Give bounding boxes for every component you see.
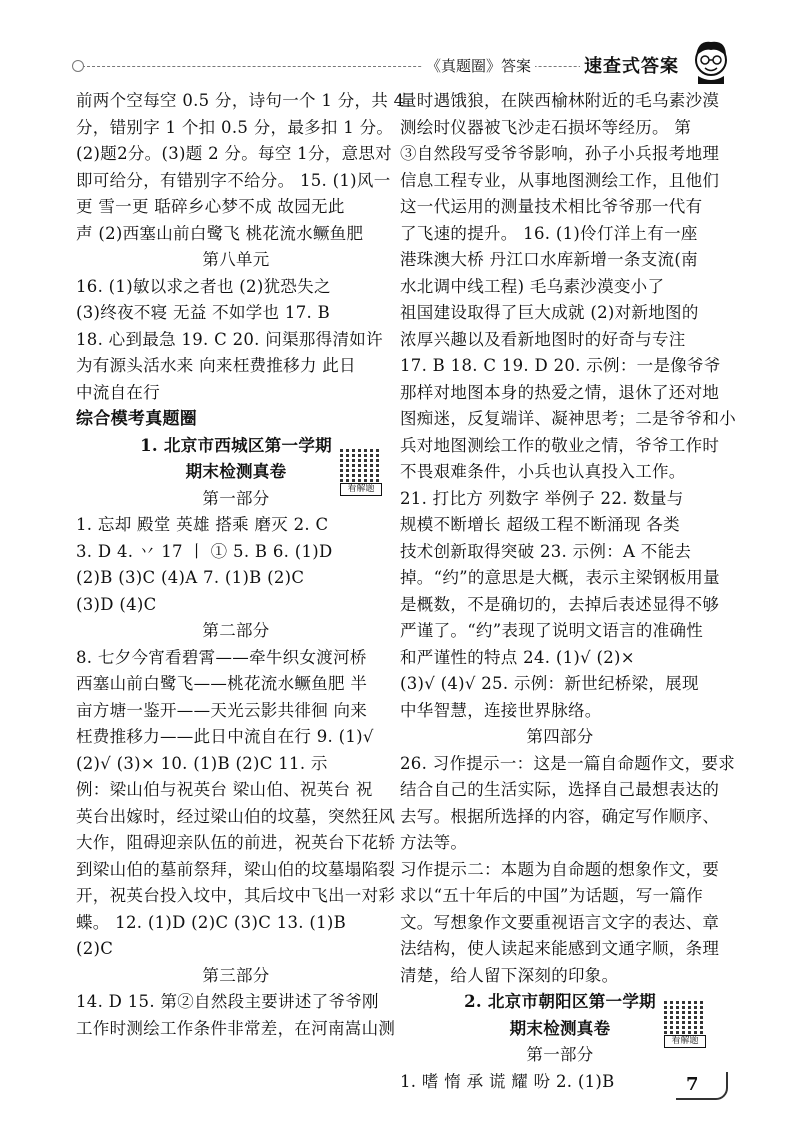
right-line: 了飞速的提升。 16. (1)伶仃洋上有一座: [400, 223, 698, 243]
page-header: [72, 50, 732, 84]
right-line: 是概数，不是确切的，去掉后表述显得不够: [400, 594, 720, 614]
left-line: 工作时测绘工作条件非常差，在河南嵩山测: [76, 1018, 396, 1038]
right-line: 不畏艰难条件，小兵也认真投入工作。: [400, 462, 686, 481]
exam-title: 2. 北京市朝阳区第一学期: [464, 992, 656, 1011]
left-line: (3)D (4)C: [76, 594, 157, 614]
left-line: 开，祝英台投入坟中，其后坟中飞出一对彩: [76, 886, 396, 905]
qr-label: 看解题: [664, 1035, 706, 1048]
exam-subtitle: 期末检测真卷: [509, 1018, 611, 1038]
right-line: 掉。“约”的意思是大概，表示主梁钢板用量: [400, 568, 720, 587]
right-line: 兵对地图测绘工作的敬业之情，爷爷工作时: [400, 435, 720, 455]
part-heading: 第一部分: [526, 1045, 594, 1064]
left-line: 西塞山前白鹭飞——桃花流水鳜鱼肥 半: [76, 674, 368, 693]
left-line: (2)题2分。(3)题 2 分。每空 1分，意思对: [76, 144, 392, 163]
left-line: 14. D 15. 第②自然段主要讲述了爷爷刚: [76, 992, 379, 1011]
left-line: 蝶。 12. (1)D (2)C (3)C 13. (1)B: [76, 912, 347, 932]
right-line: 法结构，使人读起来能感到文通字顺，条理: [400, 939, 720, 958]
left-line: 更 雪一更 聒碎乡心梦不成 故园无此: [76, 197, 345, 216]
right-line: 浓厚兴趣以及看新地图时的好奇与专注: [400, 329, 686, 349]
right-line: 中华智慧，连接世界脉络。: [400, 700, 602, 720]
left-line: 中流自在行: [76, 382, 160, 402]
left-line: 即可给分，有错别字不给分。 15. (1)风一: [76, 170, 391, 190]
left-line: 8. 七夕今宵看碧霄——牵牛织女渡河桥: [76, 647, 367, 667]
left-line: 1. 忘却 殿堂 英雄 搭乘 磨灭 2. C: [76, 515, 329, 534]
section-heading: 综合模考真题圈: [76, 409, 198, 429]
right-line: 技术创新取得突破 23. 示例：A 不能去: [400, 541, 692, 561]
left-line: (2)C: [76, 939, 114, 958]
left-column: [76, 88, 405, 1042]
mascot-icon: [688, 36, 734, 84]
left-line: 声 (2)西塞山前白鹭飞 桃花流水鳜鱼肥: [76, 223, 364, 243]
right-line: 清楚，给人留下深刻的印象。: [400, 965, 619, 985]
exam-subtitle: 期末检测真卷: [185, 462, 287, 481]
right-line: 量时遇饿狼，在陕西榆林附近的毛乌素沙漠: [400, 91, 720, 110]
left-line: 到梁山伯的墓前祭拜，梁山伯的坟墓塌陷裂: [76, 859, 396, 879]
part-heading: 第一部分: [202, 488, 270, 508]
exam-title: 1. 北京市西城区第一学期: [140, 435, 332, 455]
right-line: 和严谨性的特点 24. (1)√ (2)×: [400, 647, 635, 667]
right-line: 结合自己的生活实际，选择自己最想表达的: [400, 780, 720, 799]
right-line: 1. 嗜 惰 承 谎 耀 吩 2. (1)B: [400, 1071, 615, 1091]
left-line: 英台出嫁时，经过梁山伯的坟墓，突然狂风: [76, 806, 396, 826]
left-line: 16. (1)敏以求之者也 (2)犹恐失之: [76, 276, 331, 296]
qr-label: 看解题: [340, 483, 382, 496]
right-line: (3)√ (4)√ 25. 示例：新世纪桥梁，展现: [400, 674, 699, 693]
right-line: 测绘时仪器被飞沙走石损坏等经历。 第: [400, 117, 692, 137]
qr-code-chaoyang[interactable]: [664, 1000, 706, 1046]
right-line: 26. 习作提示一：这是一篇自命题作文，要求: [400, 753, 736, 773]
left-line: (2)√ (3)× 10. (1)B (2)C 11. 示: [76, 753, 328, 773]
page-number-arc: [676, 1072, 728, 1100]
right-line: 图痴迷，反复端详、凝神思考；二是爷爷和小: [400, 409, 736, 428]
left-line: 例：梁山伯与祝英台 梁山伯、祝英台 祝: [76, 780, 373, 799]
left-line: 分，错别字 1 个扣 0.5 分，最多扣 1 分。: [76, 117, 394, 137]
right-column: [400, 88, 736, 1095]
right-line: 文。写想象作文要重视语言文字的表达、章: [400, 912, 720, 932]
right-line: 求以“五十年后的中国”为话题，写一篇作: [400, 886, 704, 905]
left-line: 枉费推移力——此日中流自在行 9. (1)√: [76, 727, 374, 746]
right-line: 严谨了。“约”表现了说明文语言的准确性: [400, 621, 704, 640]
right-line: 水北调中线工程) 毛乌素沙漠变小了: [400, 276, 665, 296]
right-line: 港珠澳大桥 丹江口水库新增一条支流(南: [400, 250, 698, 269]
part-heading: 第三部分: [202, 965, 270, 985]
unit-heading: 第八单元: [202, 250, 270, 269]
right-line: 习作提示二：本题为自命题的想象作文，要: [400, 859, 720, 879]
header-title: 《真题圈》答案: [422, 55, 535, 76]
left-line: (2)B (3)C (4)A 7. (1)B (2)C: [76, 568, 305, 587]
part-heading: 第四部分: [526, 727, 594, 746]
right-line: ③自然段写受爷爷影响，孙子小兵报考地理: [400, 144, 720, 163]
left-line: 前两个空每空 0.5 分，诗句一个 1 分，共 4: [76, 91, 405, 110]
page-number: 7: [686, 1074, 699, 1095]
right-line: 方法等。: [400, 833, 468, 852]
left-line: 3. D 4. 丷 17 丨 ① 5. B 6. (1)D: [76, 541, 333, 561]
right-line: 21. 打比方 列数字 举例子 22. 数量与: [400, 488, 684, 508]
right-line: 规模不断增长 超级工程不断涌现 各类: [400, 515, 680, 534]
right-line: 17. B 18. C 19. D 20. 示例：一是像爷爷: [400, 356, 721, 375]
header-dot: [72, 60, 84, 72]
part-heading: 第二部分: [202, 621, 270, 640]
left-line: 18. 心到最急 19. C 20. 问渠那得清如许: [76, 329, 383, 349]
right-line: 去写。根据所选择的内容，确定写作顺序、: [400, 806, 720, 826]
right-line: 这一代运用的测量技术相比爷爷那一代有: [400, 197, 703, 216]
left-line: 亩方塘一鉴开——天光云影共徘徊 向来: [76, 700, 368, 720]
left-line: 大作，阻碍迎亲队伍的前进，祝英台下花轿: [76, 833, 396, 852]
left-line: (3)终夜不寝 无益 不如学也 17. B: [76, 303, 331, 322]
left-line: 为有源头活水来 向来枉费推移力 此日: [76, 356, 356, 375]
right-line: 那样对地图本身的热爱之情，退休了还对地: [400, 382, 720, 402]
header-tab: 速查式答案: [580, 52, 683, 78]
qr-code-xicheng[interactable]: [340, 448, 382, 494]
right-line: 祖国建设取得了巨大成就 (2)对新地图的: [400, 303, 699, 322]
right-line: 信息工程专业，从事地图测绘工作，且他们: [400, 170, 720, 190]
